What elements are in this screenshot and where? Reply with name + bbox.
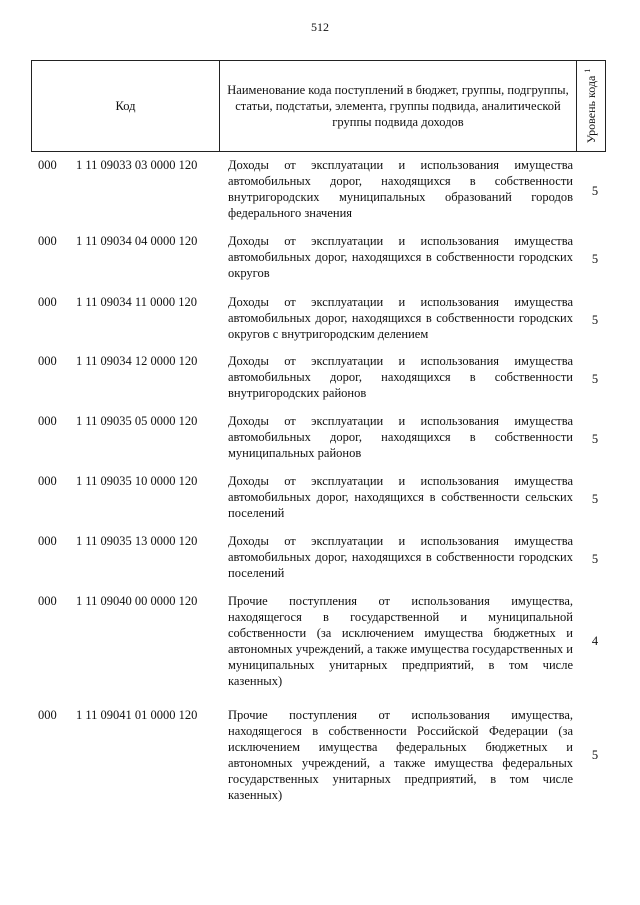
header-code: Код	[32, 61, 220, 151]
row-description: Доходы от эксплуатации и использования имущества автомобильных дорог, находящихся в собственности внутригородских районов	[228, 354, 573, 400]
row-admin-code: 000	[38, 354, 57, 368]
row-code: 1 11 09035 10 0000 120	[76, 474, 198, 488]
row-code: 1 11 09034 04 0000 120	[76, 234, 198, 248]
row-description: Доходы от эксплуатации и использования имущества автомобильных дорог, находящихся в собственности муниципальных районов	[228, 414, 573, 460]
table-row	[0, 593, 640, 689]
row-level: 4	[591, 634, 599, 648]
row-description: Доходы от эксплуатации и использования имущества автомобильных дорог, находящихся в собственности городских округов	[228, 234, 573, 280]
row-admin-code: 000	[38, 594, 57, 608]
row-level: 5	[591, 492, 599, 506]
table-header	[31, 60, 606, 152]
row-description: Доходы от эксплуатации и использования имущества автомобильных дорог, находящихся в собственности внутригородских муниципальных образований городов федерального значения	[228, 158, 573, 220]
row-level: 5	[591, 432, 599, 446]
row-admin-code: 000	[38, 414, 57, 428]
row-level: 5	[591, 552, 599, 566]
table-row	[0, 233, 640, 281]
table-row	[0, 707, 640, 803]
row-code: 1 11 09033 03 0000 120	[76, 158, 198, 172]
table-row	[0, 533, 640, 581]
row-code: 1 11 09035 05 0000 120	[76, 414, 198, 428]
row-description: Доходы от эксплуатации и использования имущества автомобильных дорог, находящихся в собственности городских округов с внутригородским делением	[228, 295, 573, 341]
row-code: 1 11 09034 12 0000 120	[76, 354, 198, 368]
row-description: Прочие поступления от использования имущества, находящегося в государственной и муниципальной собственности (за исключением имущества бюджетных и автономных учреждений, а также имущества государственных и муниципальных унитарных предприятий, в том числе казенных)	[228, 594, 573, 688]
row-admin-code: 000	[38, 534, 57, 548]
row-description: Прочие поступления от использования имущества, находящегося в собственности Российской Федерации (за исключением имущества федеральных бюджетных и автономных учреждений, а также имущества федеральных государственных унитарных предприятий, в том числе казенных)	[228, 708, 573, 802]
table-row	[0, 413, 640, 461]
row-level: 5	[591, 184, 599, 198]
row-level: 5	[591, 252, 599, 266]
row-code: 1 11 09041 01 0000 120	[76, 708, 198, 722]
page-number: 512	[311, 20, 329, 34]
table-row	[0, 294, 640, 342]
header-name: Наименование кода поступлений в бюджет, группы, подгруппы, статьи, подстатьи, элемента, группы подвида, аналитической группы подвида доходов	[220, 61, 577, 151]
row-description: Доходы от эксплуатации и использования имущества автомобильных дорог, находящихся в собственности городских поселений	[228, 534, 573, 580]
row-admin-code: 000	[38, 158, 57, 172]
table-row	[0, 157, 640, 221]
row-code: 1 11 09034 11 0000 120	[76, 295, 197, 309]
row-description: Доходы от эксплуатации и использования имущества автомобильных дорог, находящихся в собственности сельских поселений	[228, 474, 573, 520]
row-admin-code: 000	[38, 474, 57, 488]
row-level: 5	[591, 372, 599, 386]
table-row	[0, 353, 640, 401]
header-level-cell	[577, 61, 605, 151]
header-level-footnote: 1	[583, 68, 592, 73]
header-level-label: Уровень кода	[584, 75, 598, 144]
row-level: 5	[591, 748, 599, 762]
header-level	[583, 69, 599, 144]
row-code: 1 11 09035 13 0000 120	[76, 534, 198, 548]
table-body	[0, 157, 640, 802]
row-level: 5	[591, 313, 599, 327]
row-admin-code: 000	[38, 234, 57, 248]
table-row	[0, 473, 640, 521]
row-admin-code: 000	[38, 708, 57, 722]
row-code: 1 11 09040 00 0000 120	[76, 594, 198, 608]
row-admin-code: 000	[38, 295, 57, 309]
